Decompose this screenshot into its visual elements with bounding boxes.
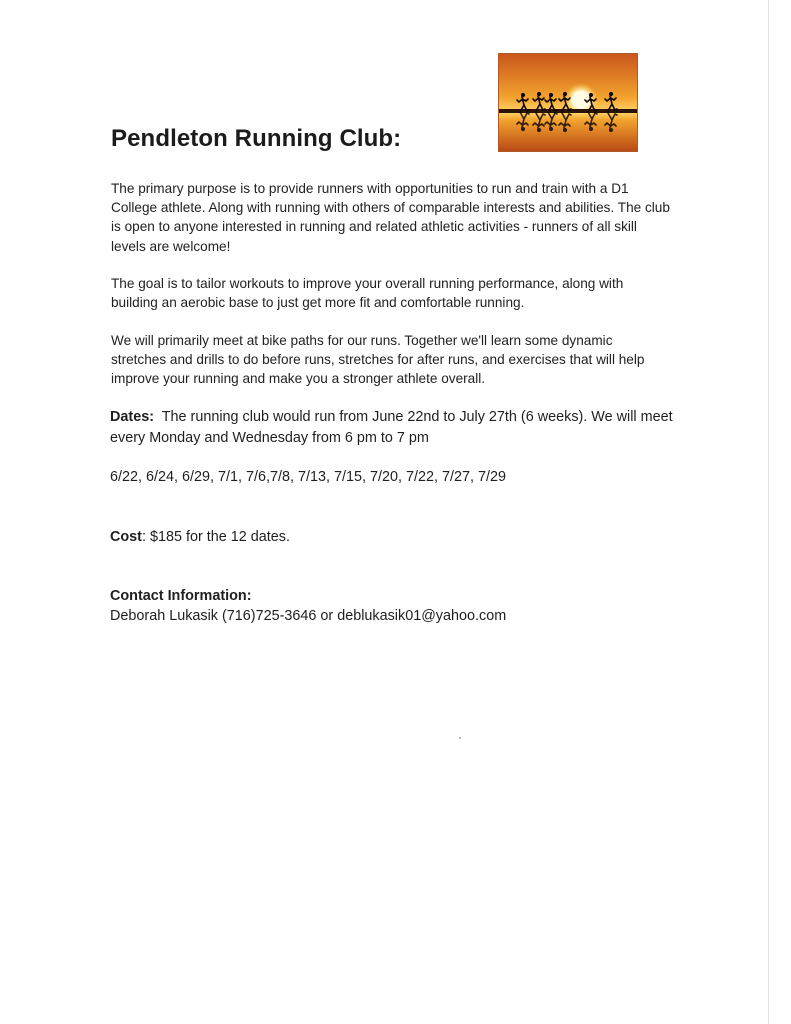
- cost-text: : $185 for the 12 dates.: [141, 529, 290, 545]
- goal-paragraph: The goal is to tailor workouts to improve your overall running performance, along with building an aerobic base to just get more fit and comfortable running.: [111, 276, 624, 311]
- page-title: Pendleton Running Club:: [111, 125, 402, 152]
- dates-label: Dates:: [110, 409, 154, 425]
- dates-text: The running club would run from June 22nd to July 27th (6 weeks). We will meet every Monday and Wednesday from 6 pm to 7 pm: [110, 409, 673, 446]
- meeting-paragraph: We will primarily meet at bike paths for our runs. Together we'll learn some dynamic stretches and drills to do before runs, stretches for after runs, and exercises that will help improve your running and make you a stronger athlete overall.: [111, 333, 645, 387]
- contact-heading: Contact Information:: [110, 588, 252, 604]
- intro-paragraph: The primary purpose is to provide runners with opportunities to run and train with a D1 College athlete. Along with running with others of comparable interests and abilities. The club is open to anyone interested in running and related athletic activities - runners of all skill levels are welcome!: [111, 181, 670, 254]
- sunset-runners-icon: [499, 54, 637, 151]
- sunset-runners-image: [498, 53, 638, 152]
- dates-section: [110, 407, 680, 449]
- contact-details: Deborah Lukasik (716)725-3646 or deblukasik01@yahoo.com: [110, 608, 507, 624]
- cost-section: [110, 527, 290, 547]
- scan-speck: [459, 737, 461, 739]
- cost-label: Cost: [110, 529, 142, 545]
- scan-edge-line: [768, 0, 769, 1024]
- date-list: 6/22, 6/24, 6/29, 7/1, 7/6,7/8, 7/13, 7/15, 7/20, 7/22, 7/27, 7/29: [110, 469, 507, 485]
